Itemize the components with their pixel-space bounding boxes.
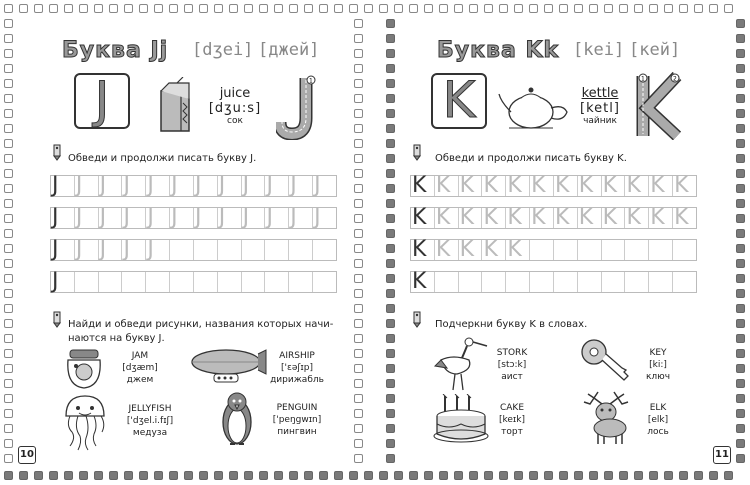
grid-letter: K (483, 173, 498, 198)
grid-cell[interactable] (578, 240, 602, 260)
picture-transcription: [elk] (647, 415, 669, 425)
grid-cell[interactable] (625, 205, 649, 230)
grid-cell[interactable] (506, 237, 530, 262)
grid-letter: J (218, 173, 226, 198)
grid-row (50, 271, 337, 293)
grid-letter: K (626, 173, 641, 198)
grid-cell[interactable] (51, 269, 75, 294)
grid-cell[interactable] (649, 173, 673, 198)
grid-cell[interactable] (289, 240, 313, 260)
key-icon (580, 338, 634, 382)
grid-letter: J (147, 173, 154, 198)
grid-letter: K (507, 205, 522, 230)
grid-cell[interactable] (194, 173, 218, 198)
grid-letter: J (52, 205, 59, 230)
grid-letter: K (650, 173, 665, 198)
picture-english: JAM (131, 351, 149, 361)
grid-row (410, 207, 697, 229)
picture-russian: дирижабль (270, 375, 324, 385)
grid-letter: K (650, 205, 665, 230)
grid-letter: K (459, 173, 475, 198)
grid-letter: K (412, 173, 427, 198)
grid-letter: J (75, 173, 83, 198)
grid-cell[interactable] (459, 237, 483, 262)
letter-transcription: [kei] (573, 40, 625, 60)
grid-cell[interactable] (289, 205, 313, 230)
picture-russian: медуза (132, 428, 168, 438)
big-letter-box (74, 73, 130, 129)
grid-letter: J (266, 173, 273, 198)
big-letter: J (94, 71, 110, 129)
grid-cell[interactable] (411, 237, 435, 262)
grid-letter: J (171, 173, 178, 198)
cake-icon (433, 394, 491, 444)
grid-letter: K (531, 173, 546, 198)
grid-letter: J (147, 205, 154, 230)
grid-cell[interactable] (435, 272, 459, 292)
grid-cell[interactable] (122, 272, 146, 292)
picture-label-cake (487, 402, 537, 438)
trace-instruction: Обведи и продолжи писать букву J. (68, 153, 257, 164)
grid-cell[interactable] (51, 173, 75, 198)
svg-text:1: 1 (309, 77, 313, 85)
grid-cell[interactable] (625, 240, 649, 260)
grid-letter: K (554, 205, 570, 230)
key-word-transcription: [ketl] (580, 101, 620, 116)
grid-cell[interactable] (459, 205, 483, 230)
grid-letter: J (290, 205, 297, 230)
kettle-icon (497, 82, 571, 132)
grid-row (50, 239, 337, 261)
grid-cell[interactable] (554, 173, 578, 198)
grid-cell[interactable] (170, 272, 194, 292)
grid-cell[interactable] (265, 205, 289, 230)
grid-letter: J (52, 173, 59, 198)
grid-cell[interactable] (411, 173, 435, 198)
grid-cell[interactable] (75, 205, 99, 230)
grid-cell[interactable] (51, 237, 75, 262)
picture-english: JELLYFISH (128, 404, 172, 414)
grid-cell[interactable] (530, 272, 554, 292)
grid-cell[interactable] (242, 272, 266, 292)
grid-letter: J (123, 237, 130, 262)
picture-label-airship (262, 350, 332, 386)
page-number: 10 (18, 446, 36, 464)
grid-cell[interactable] (265, 173, 289, 198)
key-word-english: kettle (581, 86, 619, 101)
grid-letter: K (507, 173, 522, 198)
grid-letter: K (578, 173, 594, 198)
grid-cell[interactable] (122, 237, 146, 262)
grid-cell[interactable] (265, 240, 289, 260)
picture-label-penguin (262, 402, 332, 438)
grid-cell[interactable] (673, 240, 696, 260)
grid-letter: K (602, 205, 618, 230)
grid-cell[interactable] (313, 173, 336, 198)
grid-cell[interactable] (218, 173, 242, 198)
grid-letter: J (242, 173, 250, 198)
key-word-russian: сок (227, 116, 243, 126)
grid-cell[interactable] (602, 205, 626, 230)
letter-russian-reading: [джей] (258, 40, 320, 60)
picture-english: ELK (649, 403, 667, 413)
grid-cell[interactable] (75, 272, 99, 292)
grid-cell[interactable] (146, 237, 170, 262)
picture-transcription: [stɔ:k] (497, 360, 527, 370)
letter-russian-reading: [кей] (629, 40, 681, 60)
grid-cell[interactable] (649, 205, 673, 230)
elk-icon (580, 388, 634, 446)
picture-label-elk (633, 402, 683, 438)
grid-cell[interactable] (289, 173, 313, 198)
picture-transcription: [ki:] (649, 360, 667, 370)
grid-letter: K (483, 205, 498, 230)
grid-cell[interactable] (673, 205, 696, 230)
grid-cell[interactable] (194, 240, 218, 260)
grid-cell[interactable] (554, 272, 578, 292)
jellyfish-icon (60, 394, 110, 452)
grid-letter: K (674, 205, 689, 230)
grid-letter: J (52, 237, 59, 262)
picture-transcription: ['ɛəʃɪp] (281, 363, 313, 373)
grid-letter: K (483, 237, 498, 262)
grid-cell[interactable] (75, 173, 99, 198)
grid-letter: J (123, 173, 130, 198)
grid-cell[interactable] (602, 272, 626, 292)
grid-cell[interactable] (435, 205, 459, 230)
grid-cell[interactable] (649, 240, 673, 260)
grid-cell[interactable] (530, 173, 554, 198)
grid-letter: K (602, 173, 618, 198)
grid-cell[interactable] (146, 173, 170, 198)
picture-russian: пингвин (277, 427, 317, 437)
grid-cell[interactable] (99, 237, 123, 262)
letter-transcription: [dʒei] (192, 40, 254, 60)
key-word (200, 86, 270, 126)
picture-transcription: [dʒæm] (122, 363, 158, 373)
grid-cell[interactable] (649, 272, 673, 292)
grid-cell[interactable] (482, 173, 506, 198)
grid-cell[interactable] (506, 205, 530, 230)
picture-russian: ключ (645, 372, 671, 382)
grid-letter: J (99, 237, 107, 262)
grid-cell[interactable] (99, 272, 123, 292)
grid-letter: J (194, 173, 202, 198)
grid-cell[interactable] (625, 272, 649, 292)
grid-cell[interactable] (602, 240, 626, 260)
pencil-icon (50, 310, 64, 328)
pencil-icon (50, 143, 64, 161)
svg-text:1: 1 (641, 75, 645, 83)
grid-cell[interactable] (170, 173, 194, 198)
underline-instruction: Подчеркни букву K в словах. (435, 319, 588, 330)
grid-letter: K (412, 269, 427, 294)
grid-cell[interactable] (75, 237, 99, 262)
picture-english: AIRSHIP (279, 351, 315, 361)
grid-cell[interactable] (170, 205, 194, 230)
grid-letter: J (99, 205, 107, 230)
grid-letter: K (578, 205, 594, 230)
key-word-russian: чайник (583, 116, 617, 126)
grid-cell[interactable] (459, 272, 483, 292)
grid-cell[interactable] (146, 272, 170, 292)
grid-cell[interactable] (313, 205, 336, 230)
grid-letter: K (459, 205, 475, 230)
picture-english: STORK (496, 348, 528, 358)
big-letter: K (442, 71, 476, 129)
grid-letter: K (435, 237, 451, 262)
grid-row (410, 175, 697, 197)
grid-cell[interactable] (313, 240, 336, 260)
grid-letter: J (242, 205, 250, 230)
picture-english: CAKE (499, 403, 525, 413)
grid-cell[interactable] (530, 205, 554, 230)
key-word-transcription: [dʒu:s] (208, 101, 262, 116)
grid-cell[interactable] (578, 272, 602, 292)
grid-cell[interactable] (265, 272, 289, 292)
grid-cell[interactable] (218, 272, 242, 292)
jam-jar-icon (62, 348, 106, 390)
grid-cell[interactable] (506, 272, 530, 292)
grid-letter: K (554, 173, 570, 198)
grid-cell[interactable] (435, 173, 459, 198)
letter-k-tracing-icon (633, 72, 683, 140)
grid-letter: K (412, 237, 427, 262)
grid-cell[interactable] (99, 205, 123, 230)
grid-cell[interactable] (170, 240, 194, 260)
page-title: Буква Kk (437, 38, 560, 63)
grid-cell[interactable] (242, 173, 266, 198)
picture-russian: лось (647, 427, 669, 437)
grid-letter: J (123, 205, 130, 230)
page-title: Буква Jj (62, 38, 169, 63)
grid-cell[interactable] (578, 173, 602, 198)
grid-letter: K (412, 205, 427, 230)
grid-cell[interactable] (673, 173, 696, 198)
stork-icon (433, 336, 489, 392)
picture-english: PENGUIN (276, 403, 318, 413)
grid-cell[interactable] (242, 240, 266, 260)
grid-cell[interactable] (625, 173, 649, 198)
grid-letter: K (435, 205, 451, 230)
pencil-icon (410, 310, 424, 328)
grid-letter: J (218, 205, 226, 230)
grid-cell[interactable] (602, 173, 626, 198)
grid-letter: K (435, 173, 451, 198)
grid-cell[interactable] (411, 205, 435, 230)
grid-row (410, 239, 697, 261)
picture-russian: торт (501, 427, 523, 437)
grid-cell[interactable] (51, 205, 75, 230)
grid-cell[interactable] (218, 205, 242, 230)
grid-cell[interactable] (218, 240, 242, 260)
grid-letter: J (266, 205, 273, 230)
grid-row (50, 175, 337, 197)
grid-letter: J (52, 269, 59, 294)
grid-cell[interactable] (482, 272, 506, 292)
big-letter-box (431, 73, 487, 129)
grid-letter: J (147, 237, 154, 262)
airship-icon (188, 346, 268, 388)
grid-letter: K (459, 237, 475, 262)
picture-russian: джем (126, 375, 154, 385)
grid-cell[interactable] (194, 205, 218, 230)
letter-j-tracing-icon (276, 74, 322, 140)
svg-text:2: 2 (673, 75, 677, 83)
grid-cell[interactable] (146, 205, 170, 230)
key-word-english: juice (219, 86, 251, 101)
picture-transcription: [keɪk] (498, 415, 525, 425)
grid-cell[interactable] (506, 173, 530, 198)
grid-letter: J (171, 205, 178, 230)
grid-cell[interactable] (554, 205, 578, 230)
grid-letter: J (314, 205, 321, 230)
grid-letter: J (290, 173, 297, 198)
grid-cell[interactable] (578, 205, 602, 230)
grid-letter: K (531, 205, 546, 230)
grid-cell[interactable] (411, 269, 435, 294)
grid-cell[interactable] (459, 173, 483, 198)
picture-russian: аист (501, 372, 523, 382)
grid-cell[interactable] (289, 272, 313, 292)
penguin-icon (218, 390, 256, 448)
trace-instruction: Обведи и продолжи писать букву K. (435, 153, 627, 164)
grid-cell[interactable] (554, 240, 578, 260)
grid-cell[interactable] (242, 205, 266, 230)
grid-letter: K (507, 237, 522, 262)
picture-label-jellyfish (112, 403, 188, 439)
picture-label-jam (110, 350, 170, 386)
juice-box-icon (155, 77, 193, 135)
grid-row (50, 207, 337, 229)
pencil-icon (410, 143, 424, 161)
grid-letter: J (75, 237, 83, 262)
grid-cell[interactable] (99, 173, 123, 198)
grid-letter: J (194, 205, 202, 230)
grid-cell[interactable] (530, 240, 554, 260)
grid-cell[interactable] (122, 173, 146, 198)
grid-cell[interactable] (194, 272, 218, 292)
picture-transcription: ['dʒel.i.fɪʃ] (126, 416, 174, 426)
grid-letter: J (75, 205, 83, 230)
grid-cell[interactable] (122, 205, 146, 230)
find-instruction: Найди и обведи рисунки, названия которых начи- наются на букву J. (68, 319, 334, 344)
key-word (573, 86, 627, 126)
page-number: 11 (713, 446, 731, 464)
grid-letter: K (674, 173, 689, 198)
grid-letter: K (626, 205, 641, 230)
grid-cell[interactable] (482, 237, 506, 262)
picture-label-stork (487, 347, 537, 383)
right-page (375, 0, 750, 485)
grid-cell[interactable] (435, 237, 459, 262)
grid-letter: J (314, 173, 321, 198)
picture-english: KEY (649, 348, 667, 358)
grid-letter: J (99, 173, 107, 198)
picture-label-key (633, 347, 683, 383)
grid-cell[interactable] (313, 272, 336, 292)
picture-transcription: ['peŋgwɪn] (272, 415, 322, 425)
grid-row (410, 271, 697, 293)
grid-cell[interactable] (673, 272, 696, 292)
grid-cell[interactable] (482, 205, 506, 230)
